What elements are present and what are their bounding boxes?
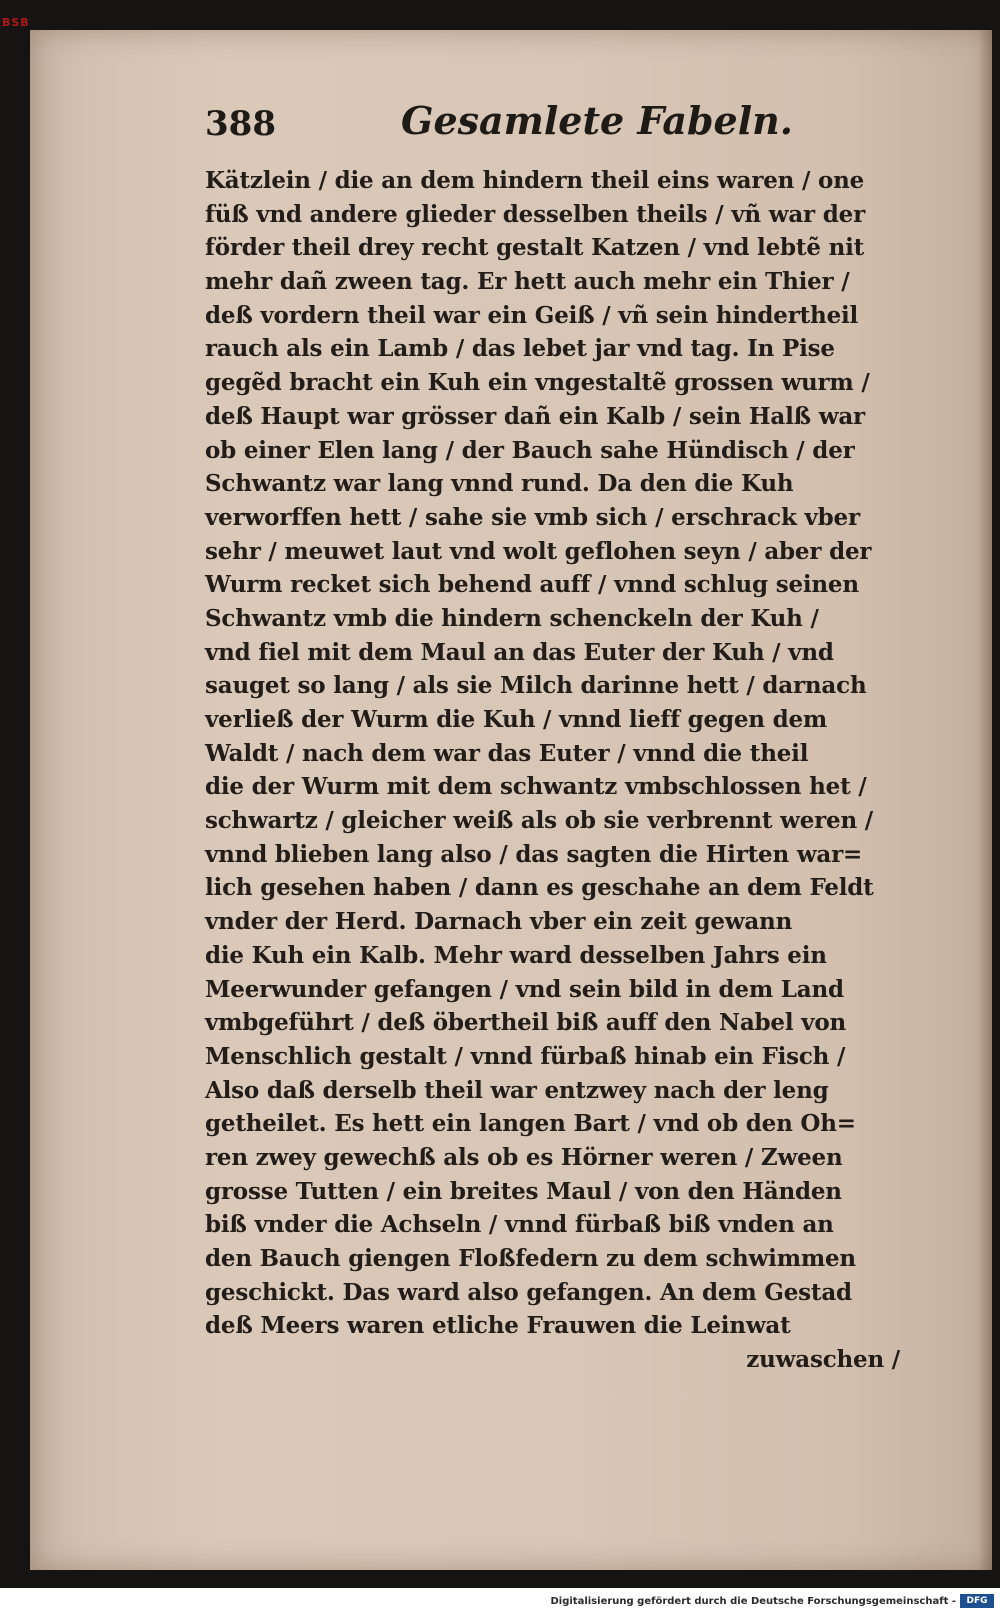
text-line: deß Meers waren etliche Frauwen die Leinwat — [205, 1312, 791, 1340]
text-line: vmbgeführt / deß öbertheil biß auff den Nabel von — [205, 1009, 847, 1037]
dfg-logo: DFG — [960, 1594, 994, 1608]
text-line: vnder der Herd. Darnach vber ein zeit gewann — [205, 908, 793, 936]
text-line: förder theil drey recht gestalt Katzen / vnd lebtẽ nit — [205, 234, 865, 262]
text-line: Meerwunder gefangen / vnd sein bild in dem Land — [205, 975, 844, 1003]
text-line: vnnd blieben lang also / das sagten die Hirten war= — [205, 840, 863, 868]
running-title: Gesamlete Fabeln. — [401, 98, 793, 143]
text-line: ob einer Elen lang / der Bauch sahe Hündisch / der — [205, 436, 855, 464]
body-text — [205, 164, 940, 1377]
text-line: lich gesehen haben / dann es geschahe an dem Feldt — [205, 874, 874, 902]
page-header — [205, 98, 793, 158]
text-line: Schwantz vmb die hindern schenckeln der Kuh / — [205, 604, 819, 632]
text-line: geschickt. Das ward also gefangen. An dem Gestad — [205, 1278, 852, 1306]
text-line: gegẽd bracht ein Kuh ein vngestaltẽ grossen wurm / — [205, 369, 870, 397]
text-line: Also daß derselb theil war entzwey nach der leng — [205, 1076, 829, 1104]
text-line: den Bauch giengen Floßfedern zu dem schwimmen — [205, 1245, 856, 1272]
footer-credit: Digitalisierung gefördert durch die Deutsche Forschungsgemeinschaft - — [550, 1596, 956, 1607]
text-line: mehr dañ zween tag. Er hett auch mehr ein Thier / — [205, 268, 850, 296]
text-line: Kätzlein / die an dem hindern theil eins waren / one — [205, 167, 865, 194]
text-line: die der Wurm mit dem schwantz vmbschlossen het / — [205, 773, 867, 801]
text-line: verworffen hett / sahe sie vmb sich / erschrack vber — [205, 503, 860, 531]
text-line: Wurm recket sich behend auff / vnnd schlug seinen — [205, 571, 859, 599]
text-line: sauget so lang / als sie Milch darinne hett / darnach — [205, 672, 867, 700]
text-line: Schwantz war lang vnnd rund. Da den die Kuh — [205, 470, 794, 498]
text-line: die Kuh ein Kalb. Mehr ward desselben Jahrs ein — [205, 941, 827, 969]
page-edge-shadow — [978, 30, 992, 1570]
text-line: sehr / meuwet laut vnd wolt geflohen seyn / aber der — [205, 537, 872, 565]
text-line: getheilet. Es hett ein langen Bart / vnd ob den Oh= — [205, 1110, 856, 1138]
page-number: 388 — [205, 104, 276, 144]
text-line: biß vnder die Achseln / vnnd fürbaß biß vnden an — [205, 1211, 834, 1239]
text-line: Menschlich gestalt / vnnd fürbaß hinab ein Fisch / — [205, 1042, 846, 1070]
text-line: deß Haupt war grösser dañ ein Kalb / sein Halß war — [205, 402, 865, 430]
bsb-logo: BSB — [2, 16, 30, 29]
text-line: füß vnd andere glieder desselben theils / vñ war der — [205, 200, 866, 228]
text-line: vnd fiel mit dem Maul an das Euter der Kuh / vnd — [205, 638, 834, 666]
text-line: grosse Tutten / ein breites Maul / von den Händen — [205, 1177, 842, 1205]
text-line: verließ der Wurm die Kuh / vnnd lieff gegen dem — [205, 706, 828, 733]
text-line: ren zwey gewechß als ob es Hörner weren / Zween — [205, 1143, 843, 1171]
text-line: rauch als ein Lamb / das lebet jar vnd tag. In Pise — [205, 335, 835, 363]
text-line: schwartz / gleicher weiß als ob sie verbrennt weren / — [205, 807, 874, 835]
footer-bar — [0, 1588, 1000, 1613]
text-line: zuwaschen / — [746, 1346, 900, 1374]
text-line: deß vordern theil war ein Geiß / vñ sein hindertheil — [205, 301, 859, 329]
text-line: Waldt / nach dem war das Euter / vnnd die theil — [205, 739, 809, 767]
